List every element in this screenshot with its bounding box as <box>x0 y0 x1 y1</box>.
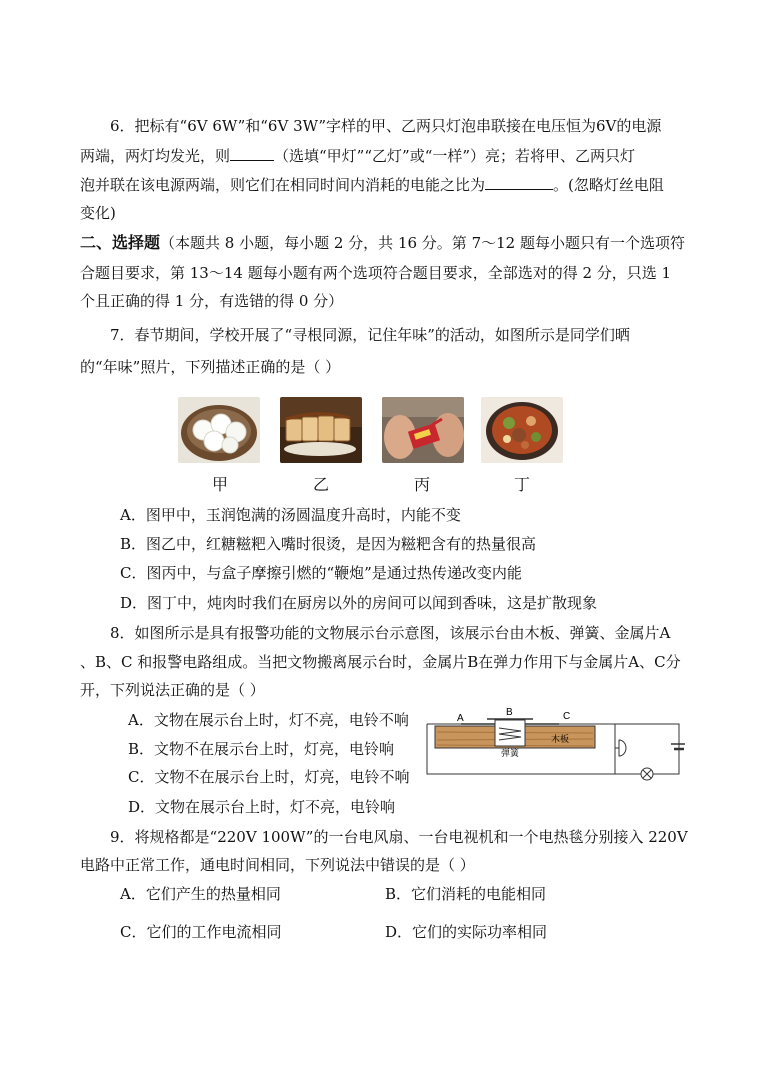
photo-hotpot <box>481 397 563 463</box>
q6-line3-text-b: 。(忽略灯丝电阻 <box>553 176 664 194</box>
caption-ding: 丁 <box>514 475 531 494</box>
q9-option-a[interactable]: A．它们产生的热量相同 <box>120 885 281 903</box>
q7-option-a[interactable]: A．图甲中，玉润饱满的汤圆温度升高时，内能不变 <box>120 506 461 524</box>
caption-bing: 丙 <box>414 475 431 494</box>
photo-tangyuan <box>178 397 260 463</box>
q6-line1: 6．把标有“6V 6W”和“6V 3W”字样的甲、乙两只灯泡串联接在电压恒为6V的电源 <box>110 117 662 135</box>
q7-line2: 的“年味”照片，下列描述正确的是（ ） <box>80 358 341 376</box>
label-c: C <box>563 711 571 722</box>
q7-option-b[interactable]: B．图乙中，红糖糍粑入嘴时很烫，是因为糍粑含有的热量很高 <box>120 535 537 553</box>
q8-line1: 8．如图所示是具有报警功能的文物展示台示意图，该展示台由木板、弹簧、金属片A <box>110 624 671 642</box>
q9-option-d[interactable]: D．它们的实际功率相同 <box>385 923 548 941</box>
section2-line1 <box>80 233 685 253</box>
q6-line2-text-a: 两端，两灯均发光，则 <box>80 147 231 165</box>
label-b: B <box>506 707 513 718</box>
q6-line4: 变化) <box>80 204 116 222</box>
q9-line2: 电路中正常工作，通电时间相同，下列说法中错误的是（ ） <box>80 856 475 874</box>
section2-desc1: （本题共 8 小题，每小题 2 分，共 16 分。第 7～12 题每小题只有一个选项符 <box>160 234 685 252</box>
q6-blank-2[interactable] <box>485 175 553 190</box>
caption-jia: 甲 <box>212 475 229 494</box>
photo-ciba <box>280 397 362 463</box>
label-board: 木板 <box>551 735 570 745</box>
q6-line3 <box>80 175 664 195</box>
label-a: A <box>457 713 464 724</box>
hotpot-image <box>481 397 563 463</box>
q8-line2: 、B、C 和报警电路组成。当把文物搬离展示台时，金属片B在弹力作用下与金属片A、C分 <box>80 653 681 671</box>
q7-line1: 7．春节期间，学校开展了“寻根同源，记住年味”的活动，如图所示是同学们晒 <box>110 326 630 344</box>
section2-desc3: 个且正确的得 1 分，有选错的得 0 分） <box>80 292 344 310</box>
q8-option-a[interactable]: A．文物在展示台上时，灯不亮，电铃不响 <box>128 711 409 729</box>
section2-desc2: 合题目要求，第 13～14 题每小题有两个选项符合题目要求，全部选对的得 2 分，只选 1 <box>80 264 672 282</box>
q6-blank-1[interactable] <box>230 146 274 161</box>
section2-title: 二、选择题 <box>80 233 161 252</box>
q6-line3-text-a: 泡并联在该电源两端，则它们在相同时间内消耗的电能之比为 <box>80 176 486 194</box>
q8-option-d[interactable]: D．文物在展示台上时，灯不亮，电铃响 <box>128 798 396 816</box>
q7-option-c[interactable]: C．图丙中，与盒子摩擦引燃的“鞭炮”是通过热传递改变内能 <box>120 564 522 582</box>
alarm-circuit-diagram <box>425 702 685 784</box>
q6-line2 <box>80 146 635 166</box>
q7-option-d[interactable]: D．图丁中，炖肉时我们在厨房以外的房间可以闻到香味，这是扩散现象 <box>120 594 598 612</box>
photo-firecracker <box>382 397 464 463</box>
q8-option-c[interactable]: C．文物不在展示台上时，灯亮，电铃不响 <box>128 768 410 786</box>
q9-option-c[interactable]: C．它们的工作电流相同 <box>120 923 282 941</box>
q8-option-b[interactable]: B．文物不在展示台上时，灯亮，电铃响 <box>128 740 395 758</box>
label-spring: 弹簧 <box>501 749 520 759</box>
q8-line3: 开，下列说法正确的是（ ） <box>80 681 265 699</box>
firecracker-image <box>382 397 464 463</box>
q9-option-b[interactable]: B．它们消耗的电能相同 <box>385 885 547 903</box>
q6-line2-text-b: （选填“甲灯”“乙灯”或“一样”）亮；若将甲、乙两只灯 <box>274 147 636 165</box>
caption-yi: 乙 <box>313 475 330 494</box>
tangyuan-image <box>178 397 260 463</box>
q9-line1: 9．将规格都是“220V 100W”的一台电风扇、一台电视机和一个电热毯分别接入 220V <box>110 828 688 846</box>
bell-icon <box>619 740 626 756</box>
ciba-image <box>280 397 362 463</box>
